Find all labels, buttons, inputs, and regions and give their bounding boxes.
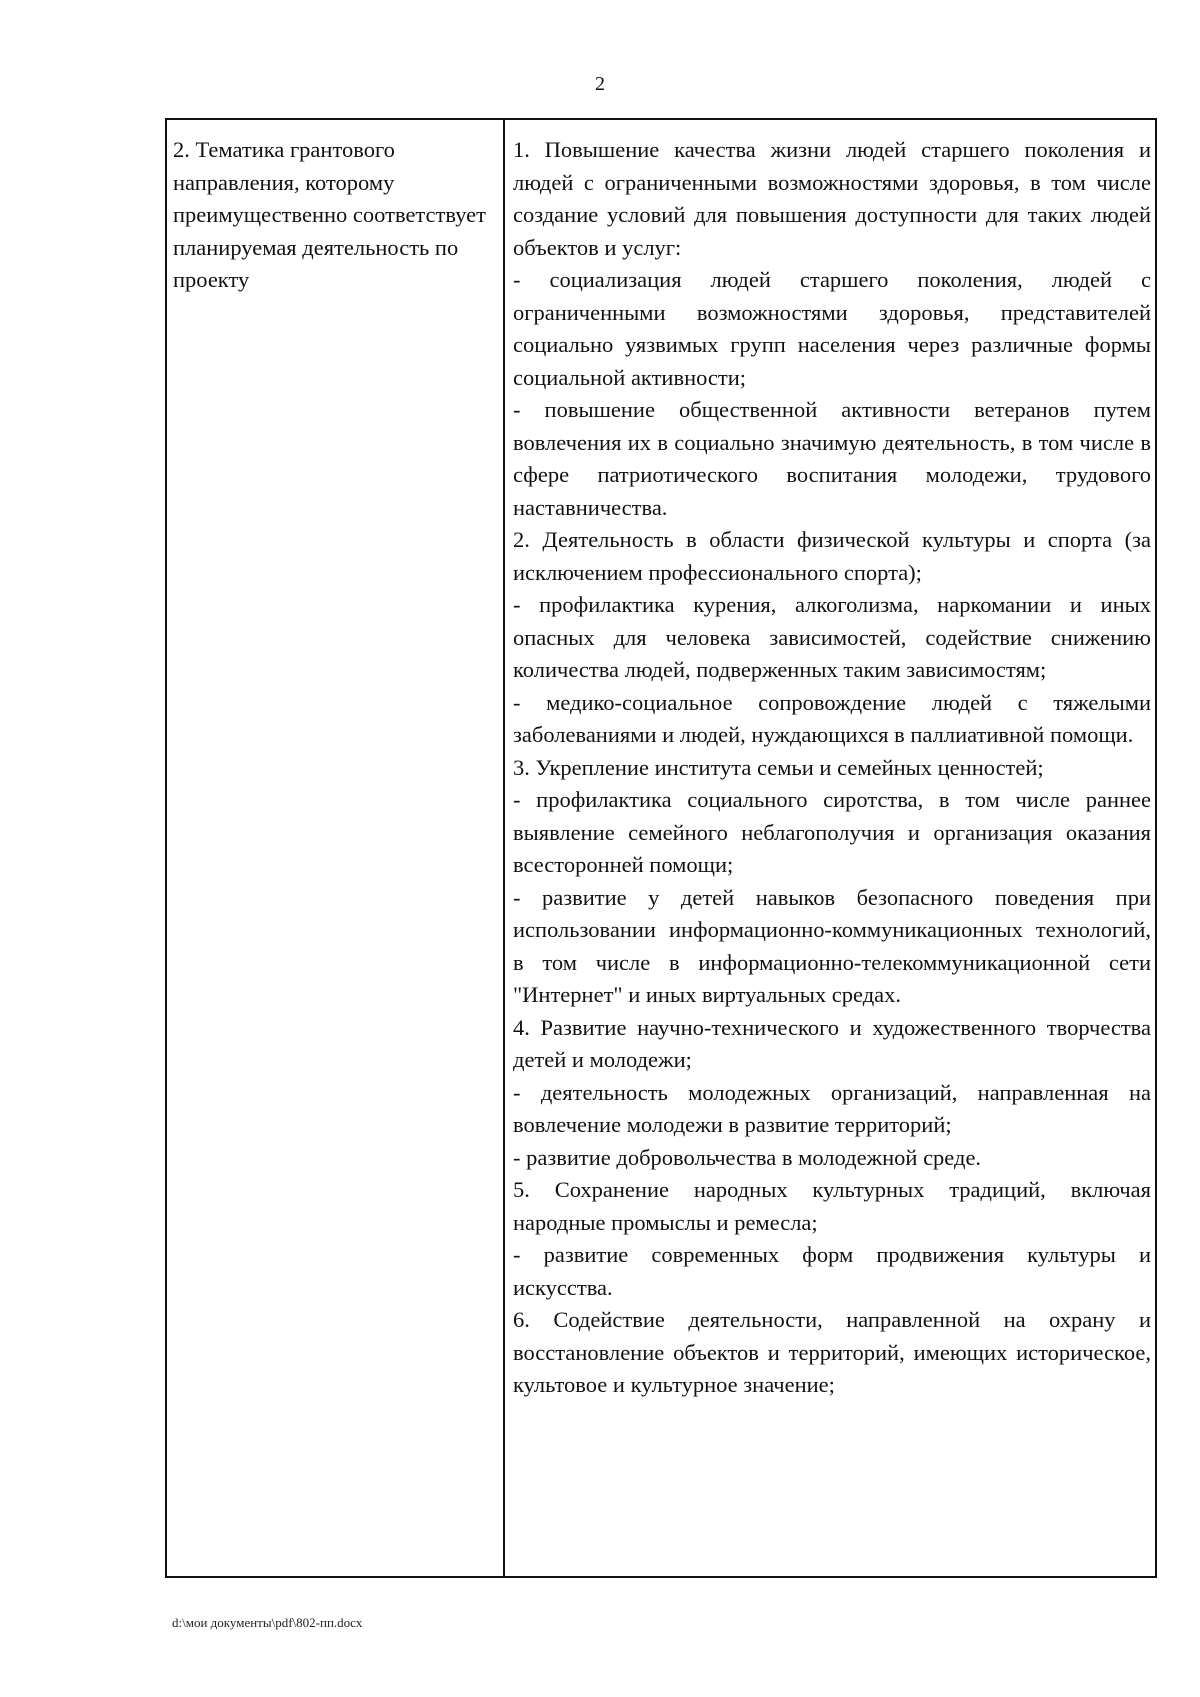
paragraph: 1. Повышение качества жизни людей старшего поколения и людей с ограниченными возможностями здоровья, в том числе создание условий для повышения доступности для таких людей объектов и услуг:	[513, 137, 1151, 260]
paragraph: - развитие добровольчества в молодежной среде.	[513, 1144, 982, 1170]
paragraph: 4. Развитие научно-технического и художественного творчества детей и молодежи;	[513, 1014, 1151, 1072]
table-cell-content	[505, 120, 1155, 1576]
paragraph: 6. Содействие деятельности, направленной на охрану и восстановление объектов и территорий, имеющих историческое, культовое и культурное значение;	[513, 1307, 1151, 1397]
paragraph: 3. Укрепление института семьи и семейных ценностей;	[513, 754, 1044, 780]
paragraph: - профилактика курения, алкоголизма, наркомании и иных опасных для человека зависимостей, содействие снижению количества людей, подверженных таким зависимостям;	[513, 592, 1151, 682]
table-cell-label	[167, 120, 505, 1576]
paragraph: - развитие современных форм продвижения культуры и искусства.	[513, 1242, 1151, 1300]
paragraph: 5. Сохранение народных культурных традиций, включая народные промыслы и ремесла;	[513, 1177, 1151, 1235]
paragraph: - профилактика социального сиротства, в том числе раннее выявление семейного неблагополучия и организация оказания всесторонней помощи;	[513, 787, 1151, 877]
paragraph: - социализация людей старшего поколения, людей с ограниченными возможностями здоровья, представителей социально уязвимых групп населения через различные формы социальной активности;	[513, 267, 1151, 390]
page-number: 2	[595, 73, 605, 95]
row-label-text: 2. Тематика грантового направления, которому преимущественно соответствует планируемая деятельность по проекту	[173, 137, 486, 292]
document-table	[165, 118, 1157, 1578]
paragraph: 2. Деятельность в области физической культуры и спорта (за исключением профессионального спорта);	[513, 527, 1151, 585]
paragraph: - повышение общественной активности ветеранов путем вовлечения их в социально значимую деятельность, в том числе в сфере патриотического воспитания молодежи, трудового наставничества.	[513, 397, 1151, 520]
footer-file-path: d:\мои документы\pdf\802-пп.docx	[172, 1615, 363, 1630]
paragraph: - развитие у детей навыков безопасного поведения при использовании информационно-коммуникационных технологий, в том числе в информационно-телекоммуникационной сети "Интернет" и иных виртуальных средах.	[513, 884, 1151, 1007]
paragraph: - медико-социальное сопровождение людей с тяжелыми заболеваниями и людей, нуждающихся в паллиативной помощи.	[513, 689, 1151, 747]
paragraph: - деятельность молодежных организаций, направленная на вовлечение молодежи в развитие территорий;	[513, 1079, 1151, 1137]
